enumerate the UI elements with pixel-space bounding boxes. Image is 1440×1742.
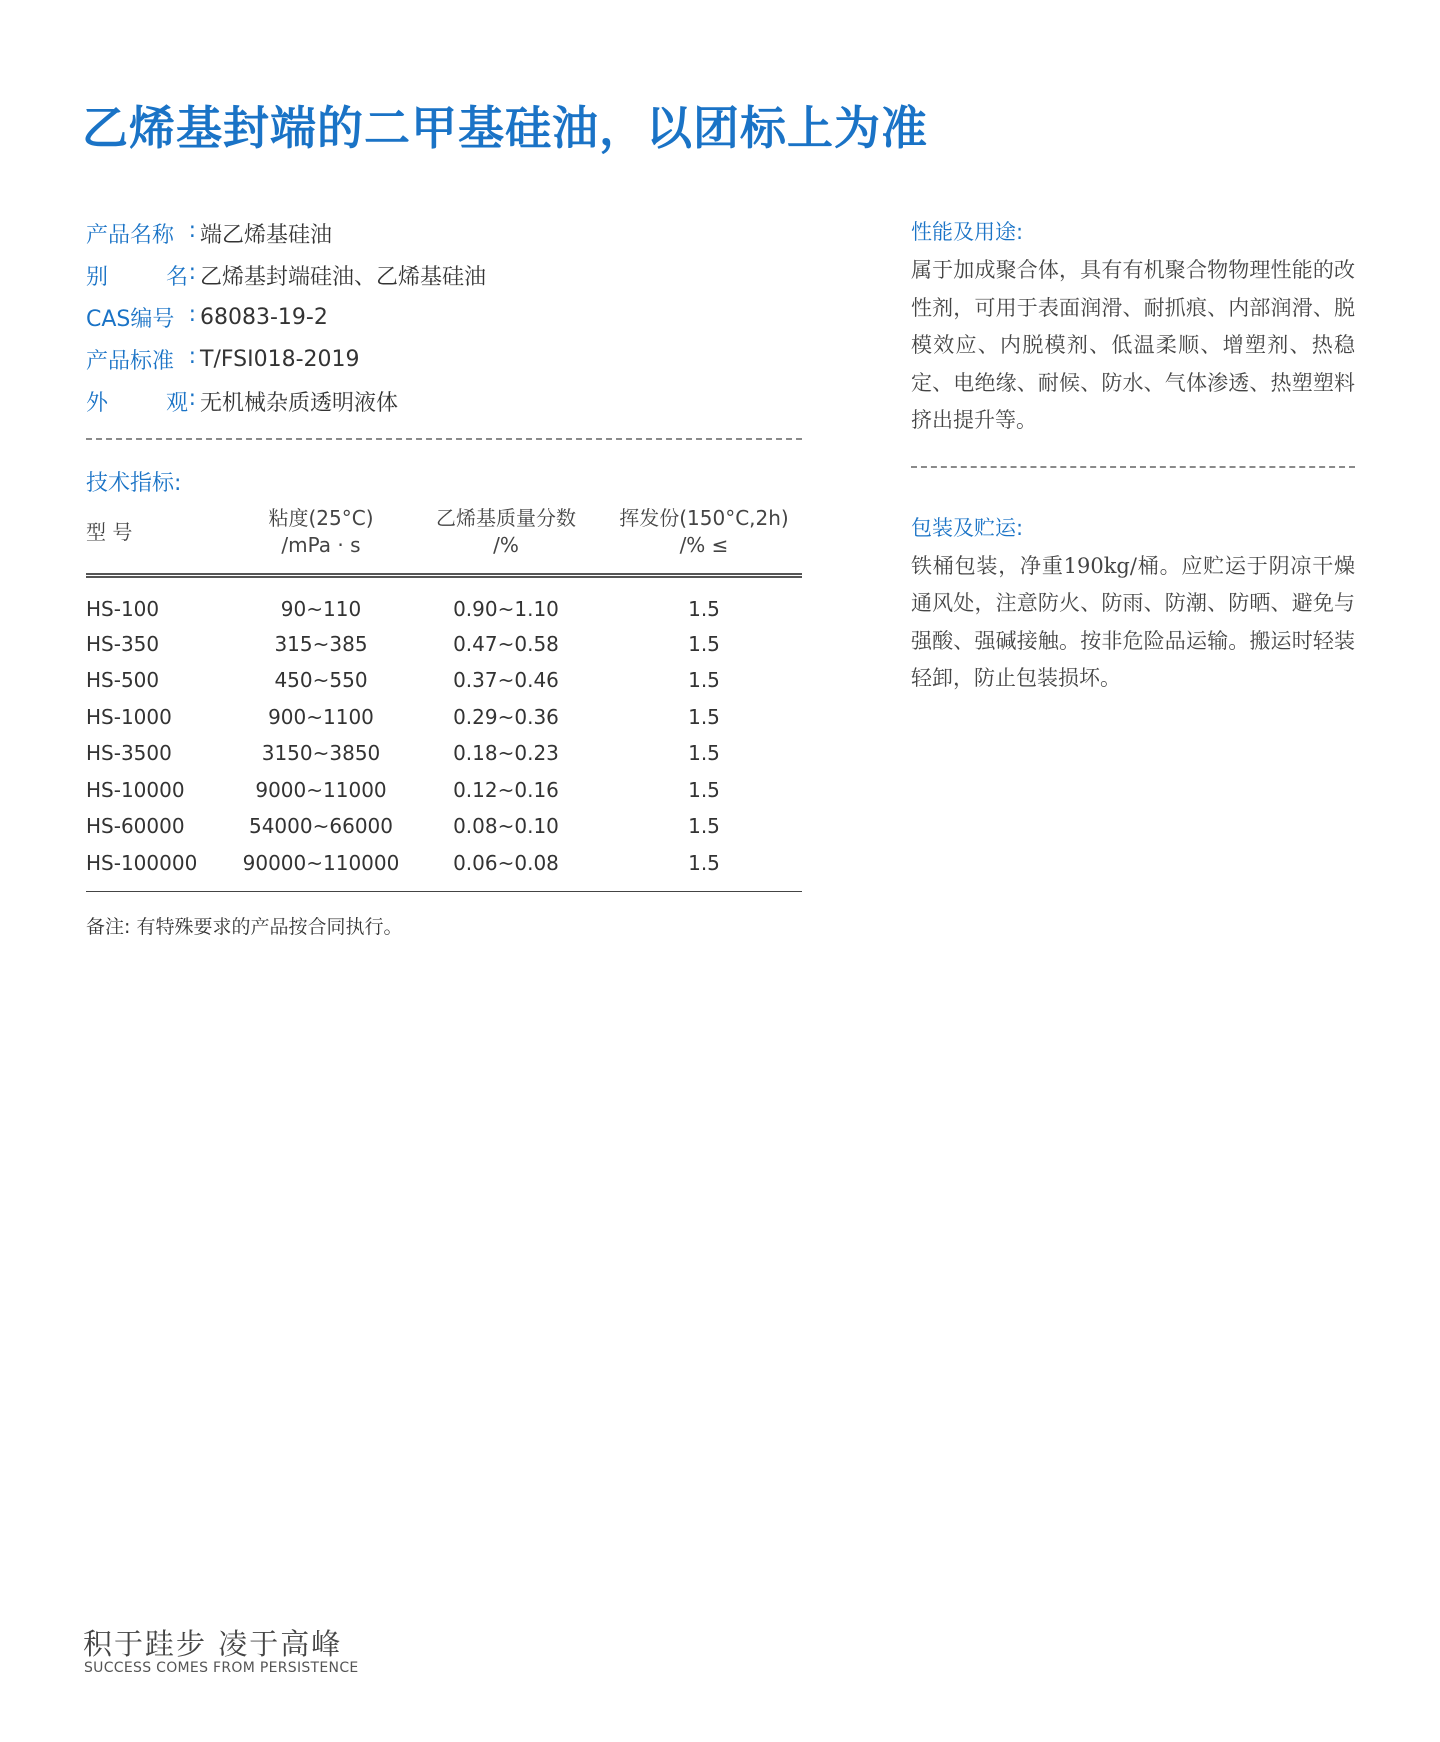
table-row (86, 626, 802, 663)
standard-separator: : (188, 343, 196, 369)
cell-volatile: 1.5 (688, 631, 720, 656)
info-row-cas (86, 296, 802, 338)
cell-model: HS-500 (86, 668, 160, 693)
header-viscosity-line2: /mPa · s (281, 533, 361, 557)
cell-volatile: 1.5 (688, 668, 720, 693)
cell-viscosity: 9000~11000 (255, 777, 387, 802)
cell-vinyl: 0.12~0.16 (453, 777, 559, 802)
header-volatile-line1: 挥发份(150°C,2h) (619, 506, 789, 530)
cell-viscosity: 90000~110000 (242, 850, 400, 875)
table-bottom-rule (86, 891, 802, 892)
footer-slogan: 积于跬步 凌于高峰 (83, 1627, 343, 1661)
cell-model: HS-3500 (86, 741, 172, 766)
performance-body: 属于加成聚合体，具有有机聚合物物理性能的改性剂，可用于表面润滑、耐抓痕、内部润滑、脱模效应、内脱模剂、低温柔顺、增塑剂、热稳定、电绝缘、耐候、防水、气体渗透、热塑塑料挤出提升等。 (911, 258, 1355, 432)
cell-vinyl: 0.47~0.58 (453, 631, 559, 656)
cell-vinyl: 0.90~1.10 (453, 596, 559, 621)
info-row-alias (86, 254, 802, 296)
info-row-appearance (86, 380, 802, 422)
cell-volatile: 1.5 (688, 850, 720, 875)
info-row-name (86, 212, 802, 254)
table-row (86, 735, 802, 772)
product-info (86, 212, 802, 422)
header-viscosity (236, 505, 406, 576)
table-note: 备注: 有特殊要求的产品按合同执行。 (86, 916, 403, 938)
header-vinyl-line1: 乙烯基质量分数 (436, 506, 576, 530)
cas-value: 68083-19-2 (200, 304, 328, 330)
packaging-heading: 包装及贮运: (911, 515, 1024, 540)
cell-viscosity: 90~110 (280, 596, 362, 621)
cell-viscosity: 54000~66000 (248, 814, 393, 839)
cell-model: HS-60000 (86, 814, 185, 839)
header-vinyl-line2: /% (493, 533, 519, 557)
standard-value: T/FSI018-2019 (200, 346, 360, 372)
table-row (86, 808, 802, 845)
cell-vinyl: 0.08~0.10 (453, 814, 559, 839)
header-volatile (606, 505, 802, 576)
appearance-value: 无机械杂质透明液体 (200, 390, 399, 416)
section-divider (86, 438, 802, 440)
right-divider (911, 466, 1355, 468)
header-viscosity-line1: 粘度(25°C) (268, 506, 374, 530)
cell-viscosity: 3150~3850 (261, 741, 381, 766)
cell-volatile: 1.5 (688, 596, 720, 621)
table-row (86, 662, 802, 699)
cell-volatile: 1.5 (688, 704, 720, 729)
cell-model: HS-100 (86, 596, 160, 621)
performance-heading: 性能及用途: (911, 220, 1024, 244)
spec-table-header (86, 505, 802, 576)
spec-table (86, 505, 802, 881)
cell-model: HS-350 (86, 631, 160, 656)
page-title: 乙烯基封端的二甲基硅油，以团标上为准 (82, 101, 928, 155)
name-value: 端乙烯基硅油 (200, 222, 333, 248)
name-separator: : (188, 217, 196, 243)
alias-label-a: 别 (86, 264, 109, 290)
table-row (86, 699, 802, 736)
cas-label: CAS编号 (86, 306, 175, 332)
packaging-body: 铁桶包装，净重190kg/桶。应贮运于阴凉干燥通风处，注意防火、防雨、防潮、防晒、避免与强酸、强碱接触。按非危险品运输。搬运时轻装轻卸，防止包装损坏。 (911, 553, 1355, 690)
cell-volatile: 1.5 (688, 741, 720, 766)
cell-volatile: 1.5 (688, 777, 720, 802)
cell-viscosity: 900~1100 (268, 704, 374, 729)
alias-value: 乙烯基封端硅油、乙烯基硅油 (200, 264, 487, 290)
footer-slogan-en: SUCCESS COMES FROM PERSISTENCE (84, 1660, 359, 1676)
header-vinyl (406, 505, 606, 576)
header-volatile-line2: /% ≤ (679, 533, 729, 557)
cell-vinyl: 0.18~0.23 (453, 741, 559, 766)
table-row (86, 772, 802, 809)
info-row-standard (86, 338, 802, 380)
tech-heading: 技术指标: (86, 471, 182, 496)
cell-volatile: 1.5 (688, 814, 720, 839)
table-row (86, 576, 802, 626)
appearance-label-a: 外 (86, 390, 109, 416)
spec-table-body (86, 576, 802, 882)
cell-viscosity: 450~550 (274, 668, 368, 693)
cell-model: HS-1000 (86, 704, 172, 729)
standard-label: 产品标准 (86, 348, 175, 374)
cell-vinyl: 0.37~0.46 (453, 668, 559, 693)
table-row (86, 845, 802, 882)
cell-vinyl: 0.29~0.36 (453, 704, 559, 729)
header-model: 型 号 (86, 519, 133, 544)
appearance-label-b: 观 (165, 390, 188, 416)
right-column (911, 216, 1355, 698)
alias-separator: : (188, 259, 196, 285)
cell-vinyl: 0.06~0.08 (453, 850, 559, 875)
cas-separator: : (188, 301, 196, 327)
alias-label-b: 名 (165, 264, 188, 290)
name-label: 产品名称 (86, 222, 175, 248)
appearance-separator: : (188, 385, 196, 411)
cell-model: HS-100000 (86, 850, 198, 875)
cell-viscosity: 315~385 (274, 631, 368, 656)
left-column (86, 212, 802, 939)
cell-model: HS-10000 (86, 777, 185, 802)
